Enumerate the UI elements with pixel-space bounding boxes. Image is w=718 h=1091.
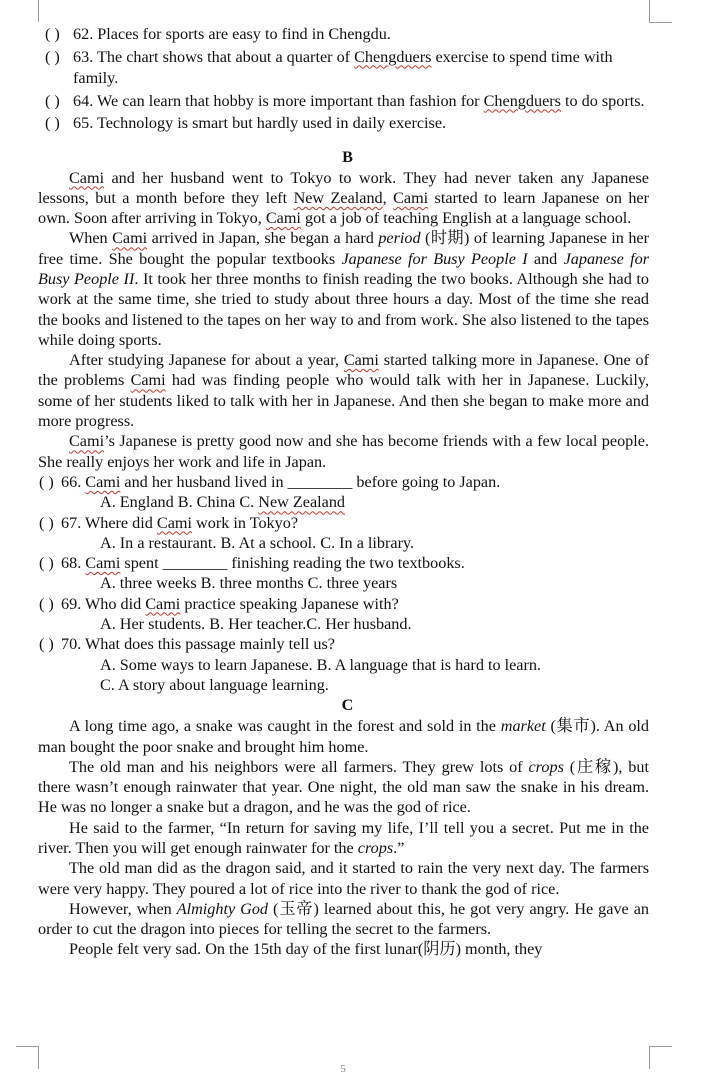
- question-62: [38, 24, 649, 46]
- answer-bracket[interactable]: ( ): [45, 25, 60, 43]
- question-text: 64. We can learn that hobby is more important than fashion for Chengduers to do sports.: [73, 91, 645, 110]
- page-number: 5: [340, 1063, 346, 1075]
- answer-bracket[interactable]: ( ): [39, 635, 54, 654]
- answer-bracket[interactable]: ( ): [45, 114, 60, 132]
- section-a-questions: [38, 24, 649, 135]
- passage-paragraph: People felt very sad. On the 15th day of the first lunar(阴历) month, they: [69, 940, 543, 959]
- answer-bracket[interactable]: ( ): [39, 554, 54, 573]
- question-options: C. A story about language learning.: [100, 675, 329, 694]
- question-options: A. Some ways to learn Japanese. B. A language that is hard to learn.: [100, 655, 541, 674]
- question-66: [38, 472, 649, 492]
- question-text: 65. Technology is smart but hardly used in daily exercise.: [73, 114, 447, 132]
- answer-bracket[interactable]: ( ): [39, 472, 54, 491]
- answer-bracket[interactable]: ( ): [45, 91, 60, 110]
- question-text: 63. The chart shows that about a quarter of Chengduers exercise to spend time with family.: [73, 47, 613, 87]
- question-69: [38, 594, 649, 614]
- question-options: A. three weeks B. three months C. three years: [100, 574, 398, 593]
- section-b-questions: [38, 472, 649, 695]
- question-64: [38, 91, 649, 113]
- question-70: [38, 634, 649, 654]
- question-stem: 68. Cami spent ________ finishing reading the two textbooks.: [61, 554, 465, 573]
- passage-paragraph: After studying Japanese for about a year, Cami started talking more in Japanese. One of the problems Cami had was finding people who would talk with her in Japanese. Luckily, some of her students liked to talk with her in Japanese. And then she began to make more and more progress.: [38, 351, 649, 431]
- question-stem: 67. Where did Cami work in Tokyo?: [61, 513, 299, 532]
- section-b-passage: [38, 168, 649, 472]
- corner-mark-bottom-left: [16, 1046, 39, 1069]
- answer-bracket[interactable]: ( ): [39, 594, 54, 613]
- question-65: [38, 113, 649, 135]
- section-c-passage: [38, 716, 649, 960]
- question-text: 62. Places for sports are easy to find in Chengdu.: [73, 25, 391, 43]
- corner-mark-top-right: [649, 0, 672, 23]
- document-page: [38, 24, 649, 960]
- passage-paragraph: The old man did as the dragon said, and it started to rain the very next day. The farmers were very happy. They poured a lot of rice into the river to thank the god of rice.: [38, 859, 649, 898]
- question-stem: 69. Who did Cami practice speaking Japanese with?: [61, 594, 399, 613]
- passage-paragraph: He said to the farmer, “In return for saving my life, I’ll tell you a secret. Put me in the river. Then you will get enough rainwater for the crops.”: [38, 818, 649, 857]
- corner-mark-bottom-right: [649, 1046, 672, 1069]
- question-options: A. In a restaurant. B. At a school. C. In a library.: [100, 533, 415, 552]
- question-options: A. England B. China C. New Zealand: [100, 493, 346, 512]
- question-63: [38, 47, 649, 90]
- answer-bracket[interactable]: ( ): [39, 513, 54, 532]
- question-68: [38, 553, 649, 573]
- question-stem: 66. Cami and her husband lived in ________ before going to Japan.: [61, 472, 501, 491]
- passage-paragraph: The old man and his neighbors were all farmers. They grew lots of crops (庄稼), but there wasn’t enough rainwater that year. One night, the old man saw the snake in his dream. He was no longer a snake but a dragon, and he was the god of rice.: [38, 757, 649, 817]
- passage-paragraph: However, when Almighty God (玉帝) learned about this, he got very angry. He gave an order to cut the dragon into pieces for telling the secret to the farmers.: [38, 899, 649, 939]
- section-c-heading: C: [341, 696, 354, 715]
- answer-bracket[interactable]: ( ): [45, 47, 60, 66]
- corner-mark-top-left: [38, 0, 39, 22]
- passage-paragraph: Cami and her husband went to Tokyo to work. They had never taken any Japanese lessons, but a month before they left New Zealand, Cami started to learn Japanese on her own. Soon after arriving in Tokyo, Cami got a job of teaching English at a language school.: [38, 168, 649, 228]
- question-67: [38, 513, 649, 533]
- question-options: A. Her students. B. Her teacher.C. Her husband.: [100, 615, 412, 634]
- question-stem: 70. What does this passage mainly tell us?: [61, 635, 335, 654]
- passage-paragraph: A long time ago, a snake was caught in the forest and sold in the market (集市). An old man bought the poor snake and brought him home.: [38, 717, 650, 756]
- passage-paragraph: When Cami arrived in Japan, she began a hard period (时期) of learning Japanese in her free time. She bought the popular textbooks Japanese for Busy People I and Japanese for Busy People II. It took her three months to finish reading the two books. Although she had to work at the same time, she tried to study about three hours a day. Most of the time she read the books and listened to the tapes on her way to and from work. She also listened to the tapes while doing sports.: [38, 229, 650, 349]
- section-b-heading: B: [342, 147, 353, 166]
- passage-paragraph: Cami’s Japanese is pretty good now and she has become friends with a few local people. She really enjoys her work and life in Japan.: [38, 432, 649, 471]
